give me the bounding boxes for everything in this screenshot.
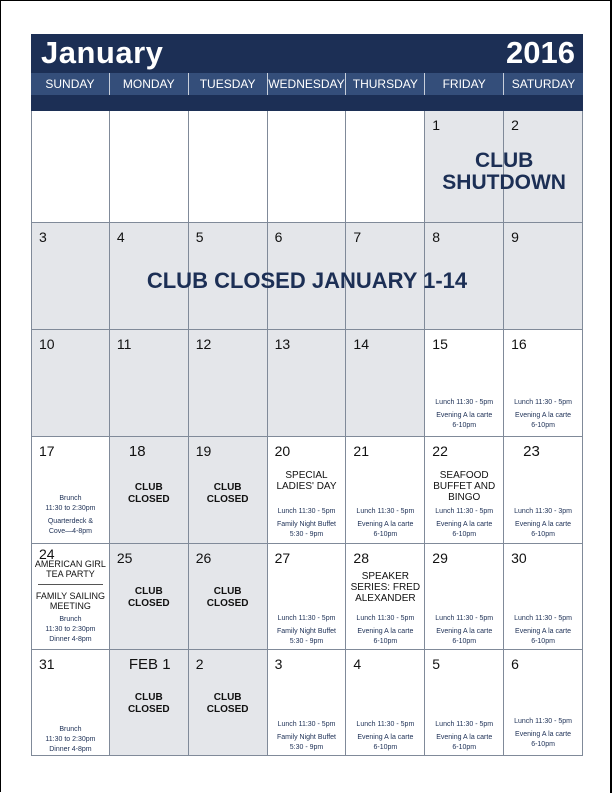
day-cell-empty (346, 111, 425, 223)
day-cell[interactable] (31, 330, 110, 437)
day-number: 6 (511, 656, 519, 672)
weekday-tuesday: TUESDAY (189, 73, 268, 95)
day-cell[interactable] (110, 544, 189, 650)
day-cell[interactable] (425, 437, 504, 544)
sailing-meeting-event: FAMILY SAILING MEETING (35, 591, 106, 611)
day-cell[interactable] (268, 437, 347, 544)
day-number: 25 (116, 550, 133, 566)
evening-hours: Evening A la carte 6-10pm (515, 628, 572, 645)
day-cell[interactable] (425, 330, 504, 437)
club-shutdown-banner: CLUB SHUTDOWN (442, 149, 566, 194)
day-cell[interactable] (189, 330, 268, 437)
day-number: 9 (511, 229, 519, 245)
day-cell[interactable] (504, 544, 583, 650)
day-number: 23 (523, 443, 540, 460)
day-number: 4 (353, 656, 362, 672)
club-closed-label: CLUB CLOSED (206, 482, 249, 505)
day-number: 27 (274, 550, 291, 566)
weekday-saturday: SATURDAY (511, 77, 576, 91)
day-number: 29 (432, 550, 448, 566)
tea-party-event: AMERICAN GIRL TEA PARTY (34, 559, 106, 579)
family-night-buffet: Family Night Buffet 5:30 - 9pm (276, 521, 336, 538)
day-number: 21 (353, 443, 369, 459)
day-cell[interactable] (31, 437, 110, 544)
event-divider (38, 584, 103, 585)
day-number: 16 (511, 336, 527, 352)
lunch-hours: Lunch 11:30 - 5pm (356, 721, 415, 728)
day-number: 30 (511, 550, 527, 566)
day-number: 1 (432, 117, 441, 133)
day-number: 15 (432, 336, 448, 352)
lunch-hours: Lunch 11:30 - 5pm (356, 615, 415, 622)
weekday-friday: FRIDAY (425, 73, 504, 95)
lunch-hours: Lunch 11:30 - 5pm (514, 718, 572, 725)
day-cell[interactable] (189, 437, 268, 544)
day-cell[interactable] (268, 330, 347, 437)
speaker-series-event: SPEAKER SERIES: FRED ALEXANDER (350, 571, 421, 604)
calendar-grid (31, 111, 583, 755)
day-number: 31 (39, 656, 55, 672)
evening-hours: Evening A la carte 6-10pm (357, 521, 414, 538)
evening-hours: Evening A la carte 6-10pm (357, 734, 414, 751)
day-number: 19 (195, 443, 212, 459)
day-number: 14 (353, 336, 369, 352)
lunch-hours: Lunch 11:30 - 5pm (514, 615, 572, 622)
weekday-wednesday: WEDNESDAY (268, 73, 347, 95)
day-number: 18 (128, 443, 146, 460)
header-divider-bar (31, 95, 583, 111)
club-closed-label: CLUB CLOSED (206, 692, 249, 715)
day-number: 2 (195, 656, 204, 672)
day-number: 20 (274, 443, 291, 459)
day-cell[interactable] (504, 437, 583, 544)
calendar-header (31, 34, 583, 73)
day-cell[interactable] (425, 650, 504, 756)
club-closed-label: CLUB CLOSED (127, 482, 170, 505)
day-number: 28 (353, 550, 369, 566)
weekday-sunday: SUNDAY (31, 73, 110, 95)
day-cell-empty (31, 111, 110, 223)
day-cell[interactable] (268, 544, 347, 650)
day-cell[interactable] (346, 437, 425, 544)
evening-hours: Evening A la carte 6-10pm (436, 521, 493, 538)
family-night-buffet: Family Night Buffet 5:30 - 9pm (276, 734, 336, 751)
day-cell-empty (110, 111, 189, 223)
day-number: 8 (432, 229, 441, 245)
day-cell[interactable] (110, 437, 189, 544)
day-cell[interactable] (31, 650, 110, 756)
day-cell[interactable] (31, 544, 110, 650)
day-number: 22 (432, 443, 448, 459)
day-cell[interactable] (110, 330, 189, 437)
evening-hours: Evening A la carte 6-10pm (436, 734, 493, 751)
evening-hours: Evening A la carte 6-10pm (436, 412, 493, 429)
day-number: 26 (195, 550, 212, 566)
day-number: 12 (195, 336, 212, 352)
evening-hours: Evening A la carte 6-10pm (357, 628, 414, 645)
day-cell[interactable] (346, 544, 425, 650)
day-number: 13 (274, 336, 291, 352)
ladies-day-event: SPECIAL LADIES' DAY (276, 470, 337, 492)
day-number: 24 (39, 546, 55, 562)
weekday-thursday: THURSDAY (346, 73, 425, 95)
lunch-hours: Lunch 11:30 - 5pm (277, 615, 336, 622)
quarterdeck-hours: Quarterdeck & Cove—4-8pm (47, 518, 93, 535)
evening-hours: Evening A la carte 6-10pm (515, 412, 572, 429)
day-number: 7 (353, 229, 362, 245)
day-number: 3 (274, 656, 283, 672)
day-number: 11 (116, 336, 132, 352)
month-title: January (41, 35, 164, 70)
day-cell[interactable] (110, 650, 189, 756)
evening-hours: Evening A la carte 6-10pm (436, 628, 493, 645)
day-cell-empty (189, 111, 268, 223)
club-closed-label: CLUB CLOSED (127, 586, 170, 609)
brunch-dinner-hours: Brunch 11:30 to 2:30pm Dinner 4-8pm (45, 616, 96, 643)
year-title: 2016 (506, 35, 575, 70)
day-number: 2 (511, 117, 519, 133)
day-number: 17 (39, 443, 55, 459)
weekday-header-row (31, 73, 583, 95)
lunch-hours: Lunch 11:30 - 5pm (435, 399, 494, 406)
club-closed-label: CLUB CLOSED (127, 692, 170, 715)
day-cell[interactable] (268, 650, 347, 756)
lunch-hours: Lunch 11:30 - 5pm (277, 508, 336, 515)
day-cell[interactable] (189, 650, 268, 756)
day-cell[interactable] (346, 650, 425, 756)
day-cell[interactable] (504, 650, 583, 756)
weekday-monday: MONDAY (110, 73, 189, 95)
seafood-buffet-event: SEAFOOD BUFFET AND BINGO (433, 470, 496, 503)
day-number: FEB 1 (128, 656, 171, 673)
day-cell[interactable] (346, 330, 425, 437)
lunch-hours: Lunch 11:30 - 5pm (277, 721, 336, 728)
family-night-buffet: Family Night Buffet 5:30 - 9pm (276, 628, 336, 645)
brunch-dinner-hours: Brunch 11:30 to 2:30pm Dinner 4-8pm (45, 726, 96, 753)
brunch-hours: Brunch 11:30 to 2:30pm (45, 495, 96, 512)
lunch-hours: Lunch 11:30 - 5pm (514, 399, 572, 406)
club-closed-range-banner: CLUB CLOSED JANUARY 1-14 (146, 268, 468, 293)
lunch-hours: Lunch 11:30 - 5pm (435, 508, 494, 515)
club-closed-label: CLUB CLOSED (206, 586, 249, 609)
day-cell-empty (268, 111, 347, 223)
day-number: 4 (116, 229, 125, 245)
day-cell[interactable] (425, 544, 504, 650)
lunch-hours: Lunch 11:30 - 5pm (435, 721, 494, 728)
day-cell[interactable] (504, 330, 583, 437)
day-number: 3 (39, 229, 47, 245)
evening-hours: Evening A la carte 6-10pm (515, 521, 572, 538)
day-number: 6 (274, 229, 283, 245)
lunch-hours: Lunch 11:30 - 5pm (435, 615, 494, 622)
day-number: 5 (432, 656, 441, 672)
lunch-hours: Lunch 11:30 - 5pm (356, 508, 415, 515)
lunch-hours: Lunch 11:30 - 3pm (514, 508, 572, 515)
day-cell[interactable] (189, 544, 268, 650)
day-number: 5 (195, 229, 204, 245)
day-number: 10 (39, 336, 55, 352)
evening-hours: Evening A la carte 6-10pm (515, 731, 572, 748)
